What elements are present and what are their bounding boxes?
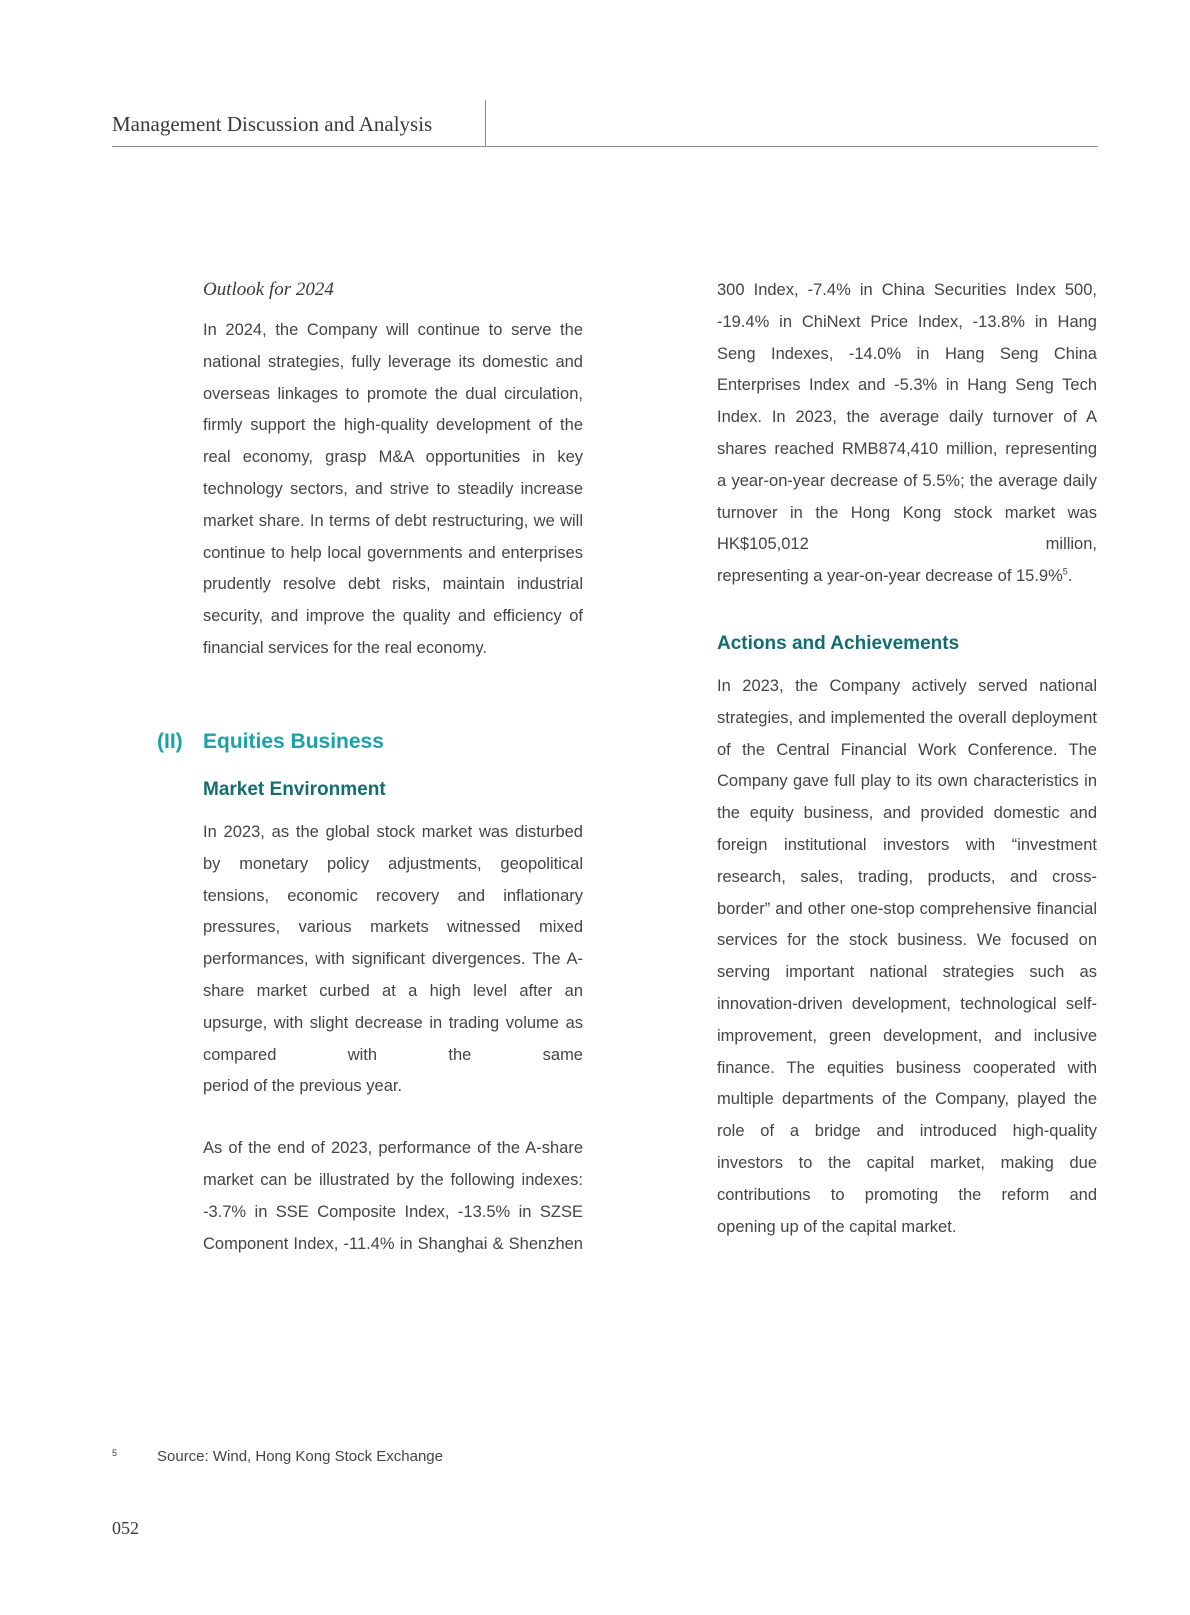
right-column (717, 275, 1097, 1243)
p2-period: . (1067, 567, 1073, 586)
market-environment-paragraph-1 (203, 817, 583, 1103)
market-environment-p1-body: In 2023, as the global stock market was disturbed by monetary policy adjustments, geopolitical tensions, economic recovery and inflationary pressures, various markets witnessed mixed performances, with significant divergences. The A-share market curbed at a high level after an upsurge, with slight decrease in trading volume as compared with the same (203, 823, 583, 1064)
outlook-heading: Outlook for 2024 (203, 279, 334, 300)
section-heading (157, 730, 587, 762)
market-environment-paragraph-2-start (203, 1133, 583, 1260)
outlook-paragraph (203, 315, 583, 665)
market-environment-paragraph-2-continued (717, 275, 1097, 593)
left-column (203, 275, 583, 665)
header-divider (485, 100, 486, 146)
market-environment-p2-body: As of the end of 2023, performance of the A-share market can be illustrated by the following indexes: -3.7% in SSE Composite Index, -13.5% in SZSE Component Index, -11.4% in Shanghai & Shenzhen (203, 1139, 583, 1253)
market-environment-block (203, 775, 583, 1260)
market-environment-p2-tail: representing a year-on-year decrease of 15.9% (717, 567, 1063, 586)
actions-body-tail: opening up of the capital market. (717, 1217, 957, 1236)
header-title: Management Discussion and Analysis (112, 112, 433, 136)
footnote-text: Source: Wind, Hong Kong Stock Exchange (157, 1448, 443, 1465)
outlook-body-tail: financial services for the real economy. (203, 638, 487, 657)
page-number: 052 (112, 1518, 139, 1538)
footnote-reference: 5 (1062, 566, 1068, 577)
market-environment-heading: Market Environment (203, 779, 386, 800)
page-header (112, 100, 1098, 147)
market-environment-p2-continued-body: 300 Index, -7.4% in China Securities Index 500, -19.4% in ChiNext Price Index, -13.8% in Hang Seng Indexes, -14.0% in Hang Seng China Enterprises Index and -5.3% in Hang Seng Tech Index. In 2023, the average daily turnover of A shares reached RMB874,410 million, representing a year-on-year decrease of 5.5%; the average daily turnover in the Hong Kong stock market was HK$105,012 million, (717, 281, 1097, 554)
p2-tail-line (717, 561, 1097, 593)
footnote-mark: 5 (112, 1448, 118, 1458)
actions-paragraph (717, 671, 1097, 1243)
footnote (112, 1445, 712, 1469)
section-number: (II) (157, 730, 183, 753)
actions-body: In 2023, the Company actively served national strategies, and implemented the overall deployment of the Central Financial Work Conference. The Company gave full play to its own characteristics in the equity business, and provided domestic and foreign institutional investors with “investment research, sales, trading, products, and cross-border” and other one-stop comprehensive financial services for the stock business. We focused on serving important national strategies such as innovation-driven development, technological self-improvement, green development, and inclusive finance. The equities business cooperated with multiple departments of the Company, played the role of a bridge and introduced high-quality investors to the capital market, making due contributions to promoting the reform and (717, 676, 1097, 1204)
section-title: Equities Business (203, 730, 384, 753)
actions-heading: Actions and Achievements (717, 632, 960, 654)
market-environment-p1-tail: period of the previous year. (203, 1077, 403, 1096)
outlook-body: In 2024, the Company will continue to serve the national strategies, fully leverage its domestic and overseas linkages to promote the dual circulation, firmly support the high-quality development of the real economy, grasp M&A opportunities in key technology sectors, and strive to steadily increase market share. In terms of debt restructuring, we will continue to help local governments and enterprises prudently resolve debt risks, maintain industrial security, and improve the quality and efficiency of (203, 321, 583, 626)
